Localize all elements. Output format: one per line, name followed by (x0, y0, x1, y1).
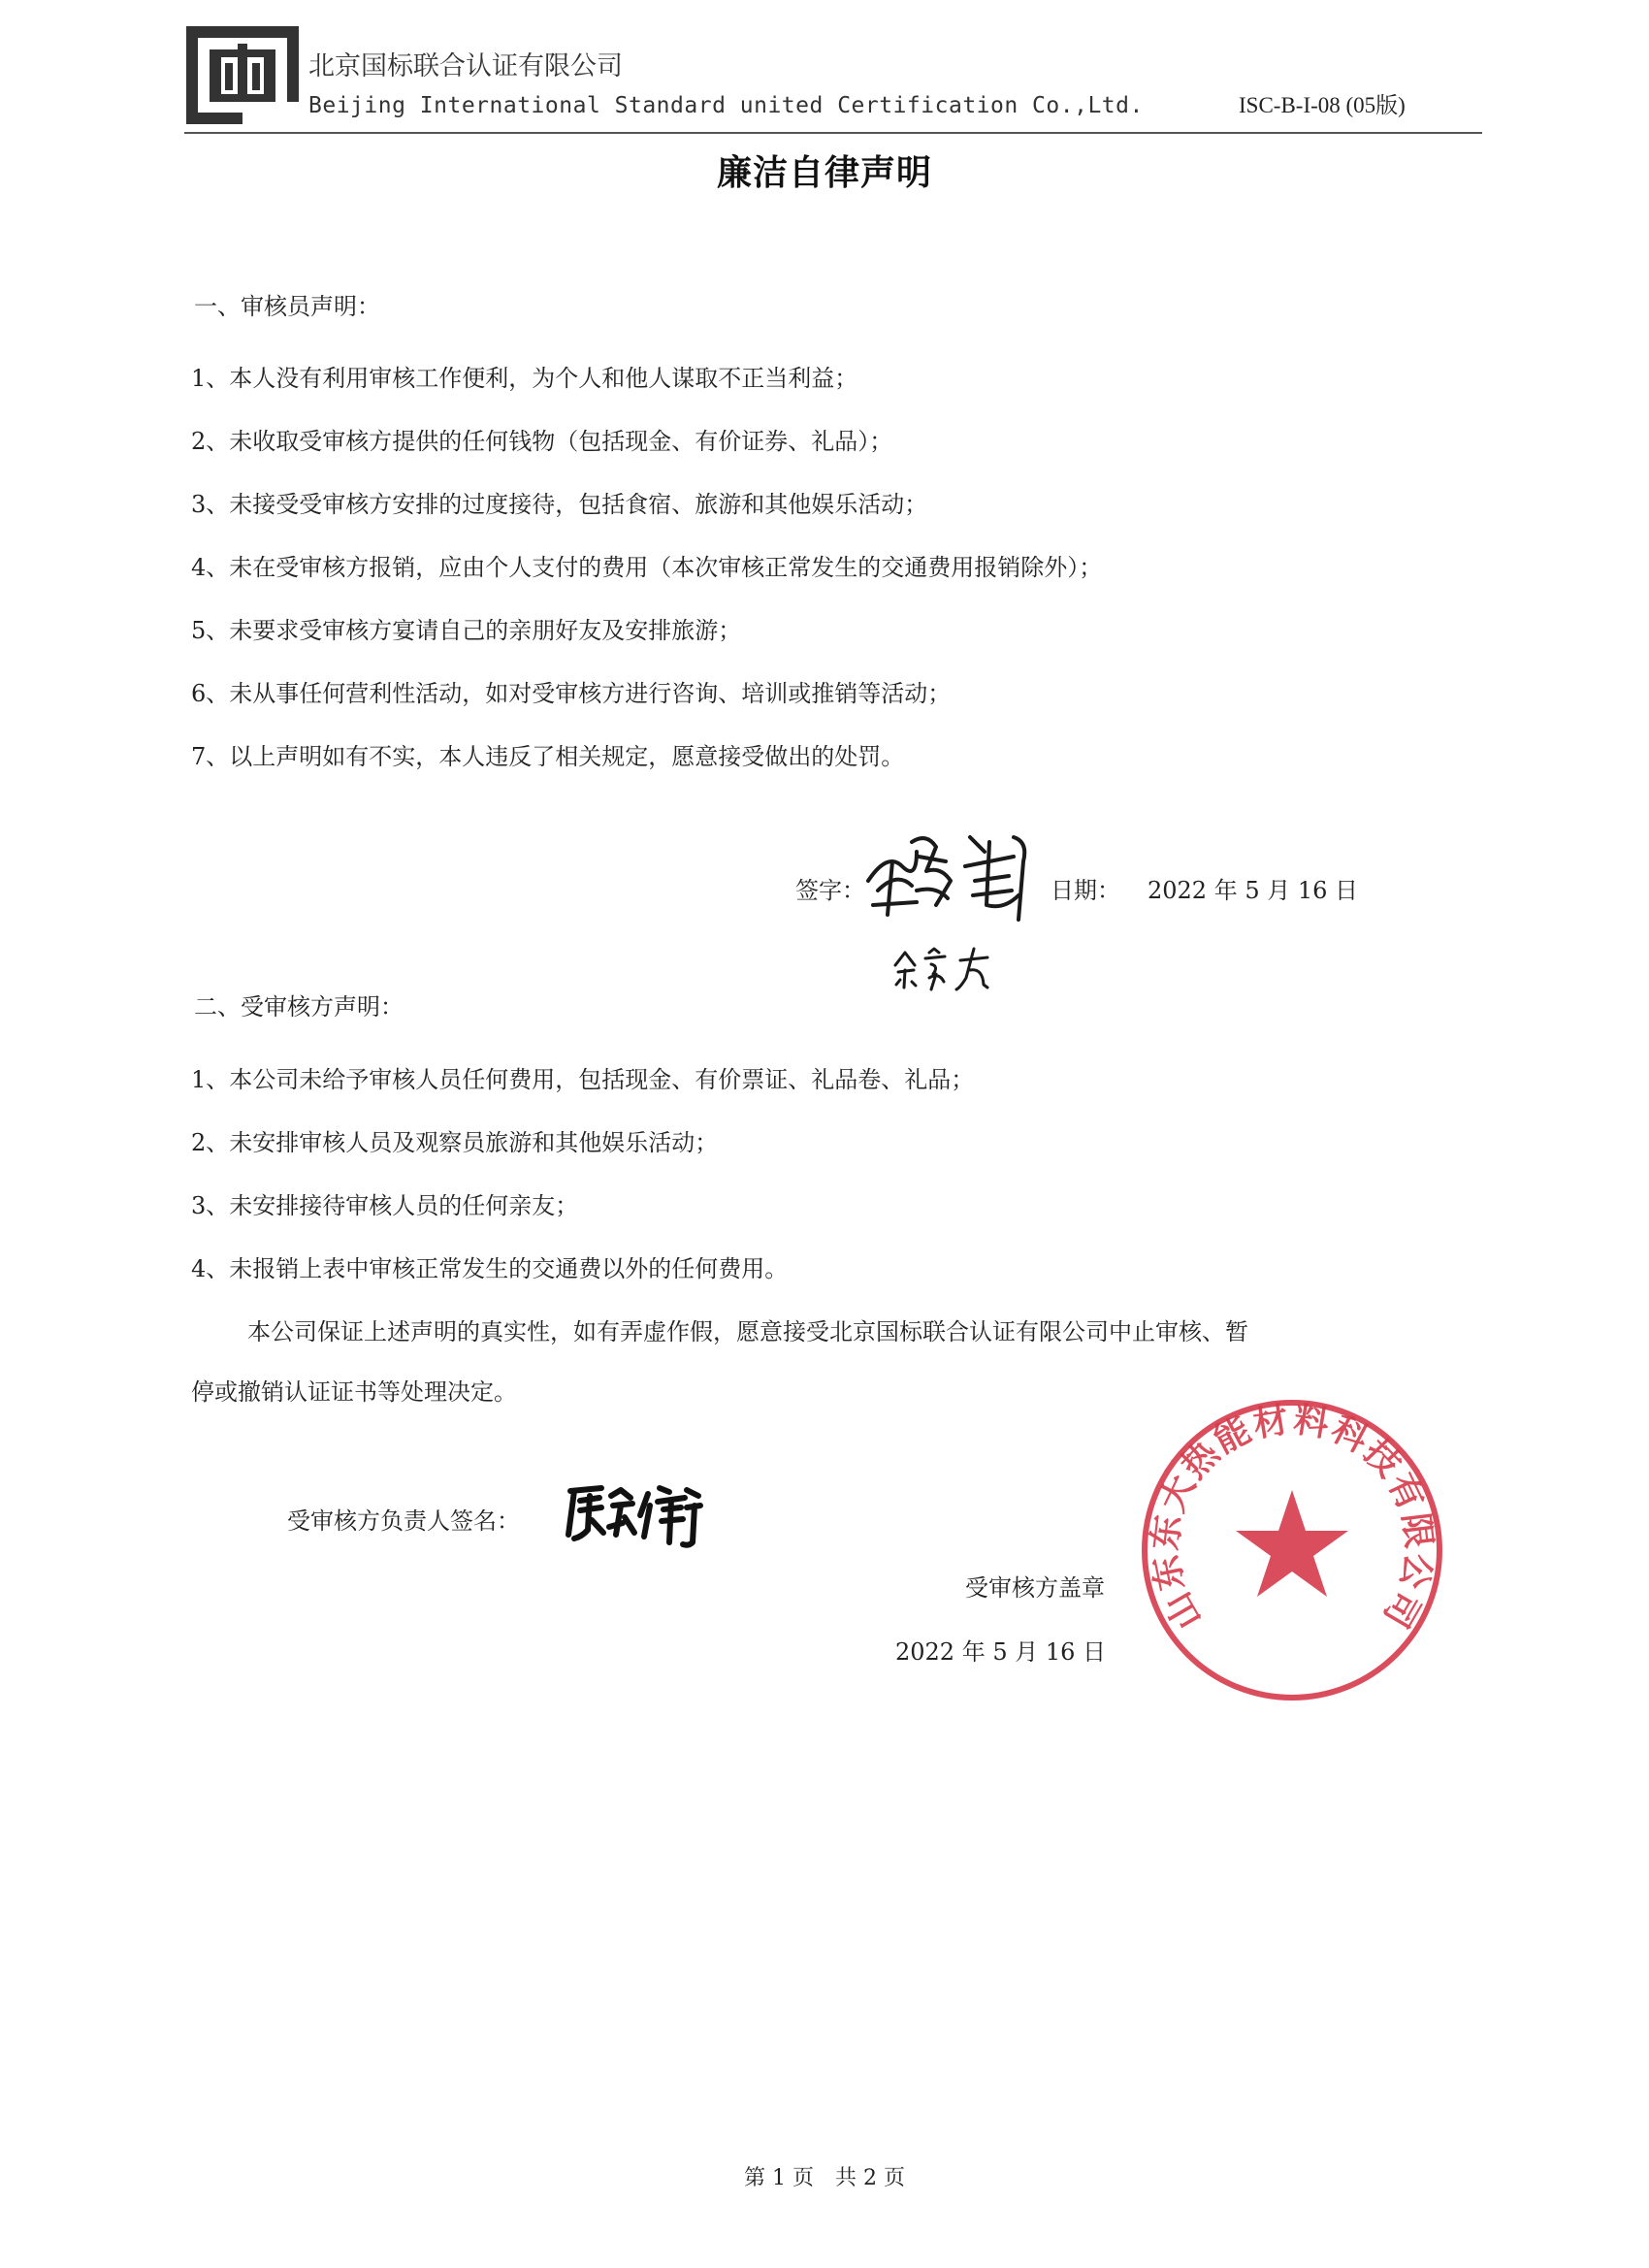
auditor-signature-2 (890, 941, 1002, 994)
seal-text: 山东东大热能材料科技有限公司 (1145, 1400, 1439, 1636)
auditee-item: 2、未安排审核人员及观察员旅游和其他娱乐活动； (191, 1129, 719, 1156)
company-name-cn: 北京国标联合认证有限公司 (308, 51, 623, 81)
auditee-item: 4、未报销上表中审核正常发生的交通费以外的任何费用。 (191, 1255, 789, 1282)
page-number: 第 1 页 共 2 页 (744, 2166, 905, 2190)
auditee-item: 3、未安排接待审核人员的任何亲友； (191, 1192, 579, 1219)
guarantee-statement-cont: 停或撤销认证证书等处理决定。 (191, 1378, 517, 1406)
document-code: ISC-B-I-08 (05版) (1239, 93, 1406, 117)
date-label: 日期： (1051, 877, 1120, 904)
auditee-item: 1、本公司未给予审核人员任何费用，包括现金、有价票证、礼品卷、礼品； (191, 1066, 975, 1093)
seal-label: 受审核方盖章 (965, 1574, 1105, 1602)
guarantee-statement: 本公司保证上述声明的真实性，如有弄虚作假，愿意接受北京国标联合认证有限公司中止审核、暂 (247, 1318, 1248, 1345)
isc-logo-icon (184, 24, 301, 126)
header-divider (184, 132, 1482, 134)
auditor-section-heading: 一、审核员声明： (194, 293, 380, 320)
auditor-item: 3、未接受受审核方安排的过度接待，包括食宿、旅游和其他娱乐活动； (191, 491, 928, 518)
star-icon (1236, 1490, 1348, 1597)
head-sign-label: 受审核方负责人签名： (287, 1507, 520, 1535)
auditee-sign-date: 2022 年 5 月 16 日 (895, 1638, 1107, 1666)
auditor-sign-date: 2022 年 5 月 16 日 (1148, 877, 1359, 904)
auditee-section-heading: 二、受审核方声明： (194, 993, 404, 1021)
document-title: 廉洁自律声明 (716, 153, 932, 193)
auditor-item: 6、未从事任何营利性活动，如对受审核方进行咨询、培训或推销等活动； (191, 680, 952, 707)
auditor-item: 4、未在受审核方报销，应由个人支付的费用（本次审核正常发生的交通费用报销除外）； (191, 554, 1103, 581)
auditor-item: 5、未要求受审核方宴请自己的亲朋好友及安排旅游； (191, 617, 742, 644)
sign-label: 签字： (795, 877, 865, 904)
auditor-item: 2、未收取受审核方提供的任何钱物（包括现金、有价证券、礼品）； (191, 428, 893, 455)
company-name-en: Beijing International Standard united Certification Co.,Ltd. (308, 93, 1144, 118)
auditor-item: 7、以上声明如有不实，本人违反了相关规定，愿意接受做出的处罚。 (191, 743, 905, 770)
auditee-head-signature (563, 1476, 708, 1549)
company-seal (1127, 1385, 1457, 1715)
auditor-item: 1、本人没有利用审核工作便利，为个人和他人谋取不正当利益； (191, 365, 858, 392)
auditor-signature-1 (858, 813, 1048, 924)
